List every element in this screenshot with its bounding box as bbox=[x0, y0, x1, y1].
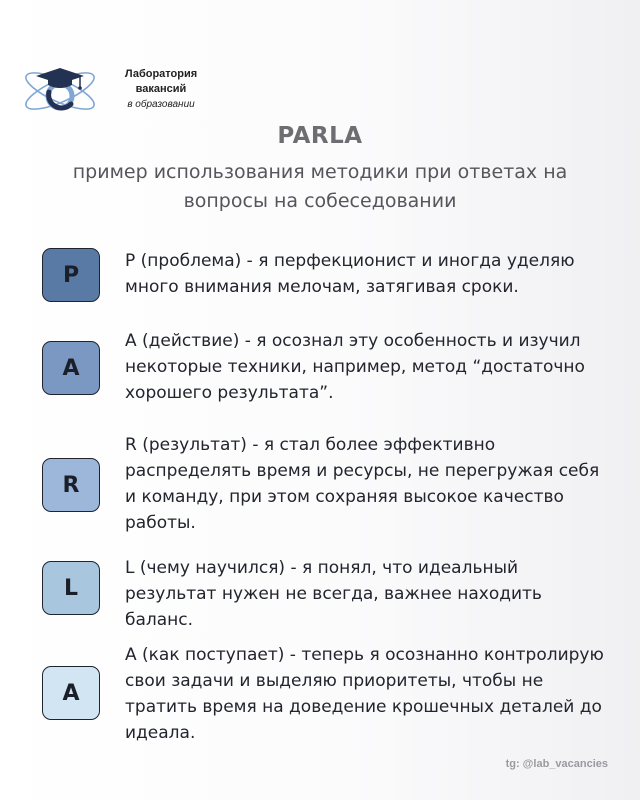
logo-tagline: в образовании bbox=[127, 99, 195, 110]
step-text-result: R (результат) - я стал более эффективно распределять время и ресурсы, не перегружая себя и команду, при этом сохраняя высокое качество работы. bbox=[125, 435, 600, 533]
step-badge-a: A bbox=[42, 341, 100, 395]
logo-title-line1: Лаборатория bbox=[124, 68, 198, 80]
header bbox=[0, 118, 640, 216]
logo-title-line2: вакансий bbox=[135, 83, 187, 95]
page-subtitle: пример использования методики при ответах на вопросы на собеседовании bbox=[72, 161, 568, 212]
step-badge-p: P bbox=[42, 248, 100, 302]
step-text-apply: A (как поступает) - теперь я осознанно контролирую свои задачи и выделяю приоритеты, чтобы не тратить время на доведение крошечных деталей до идеала. bbox=[125, 645, 604, 743]
page-title: PARLA bbox=[277, 123, 363, 149]
step-text-learned: L (чему научился) - я понял, что идеальный результат нужен не всегда, важнее находить баланс. bbox=[125, 558, 542, 630]
logo bbox=[20, 58, 210, 122]
telegram-handle: tg: @lab_vacancies bbox=[505, 758, 608, 770]
step-badge-l: L bbox=[42, 561, 100, 615]
step-badge-r: R bbox=[42, 458, 100, 512]
graduation-cap-atom-icon bbox=[20, 58, 104, 122]
step-badge-a2: A bbox=[42, 666, 100, 720]
step-text-problem: P (проблема) - я перфекционист и иногда уделяю много внимания мелочам, затягивая сроки. bbox=[125, 251, 575, 297]
step-text-action: A (действие) - я осознал эту особенность и изучил некоторые техники, например, метод “достаточно хорошего результата”. bbox=[125, 331, 585, 403]
